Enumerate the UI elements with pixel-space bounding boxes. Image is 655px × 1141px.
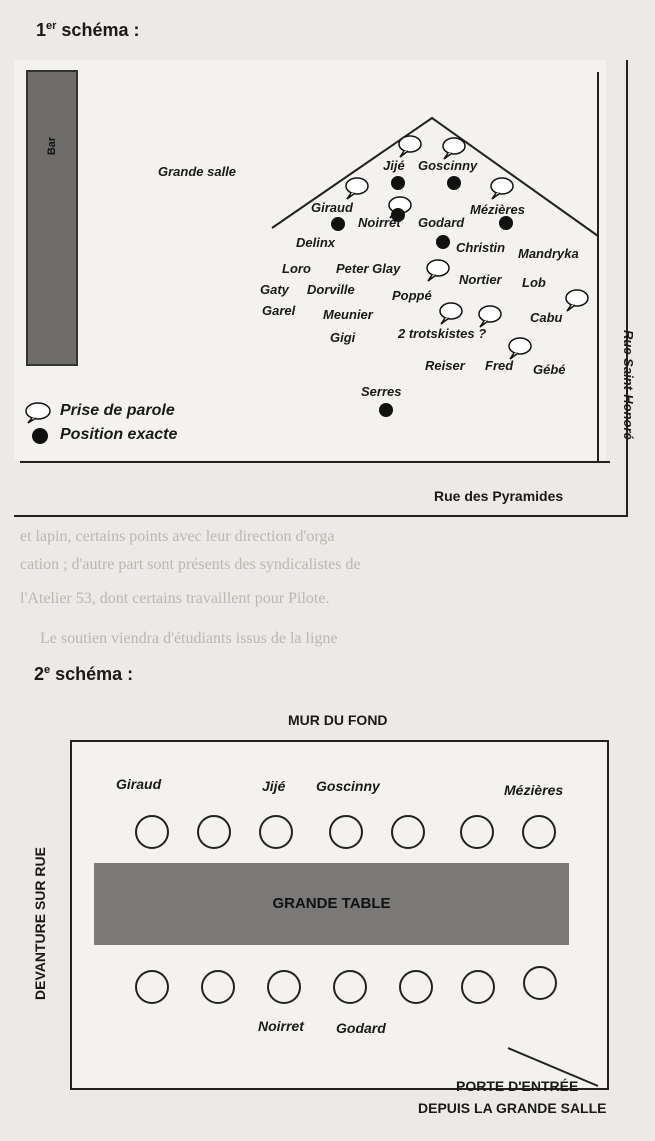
speech-bubble-icon [443, 138, 465, 159]
grande-salle-label: Grande salle [158, 164, 237, 179]
position-dot-goscinny [447, 176, 461, 190]
position-dot-mezieres [499, 216, 513, 230]
seat [329, 815, 363, 849]
speech-bubble-icon [440, 303, 462, 324]
speech-bubble-icon [346, 178, 368, 199]
name-godard: Godard [418, 215, 465, 230]
name-gebe: Gébé [533, 362, 566, 377]
seat-name-mezieres: Mézières [504, 782, 564, 798]
speech-bubble-icon [566, 290, 588, 311]
speech-bubble-icon [491, 178, 513, 199]
rue-saint-honore-label: Rue Saint-Honoré [621, 330, 636, 440]
name-loro: Loro [282, 261, 311, 276]
speech-bubble-icon [509, 338, 531, 359]
name-lob: Lob [522, 275, 546, 290]
name-mezieres: Mézières [470, 202, 525, 217]
name-trotskistes: 2 trotskistes ? [398, 326, 487, 341]
seat-name-goscinny: Goscinny [316, 778, 380, 794]
porte-label-line1: PORTE D'ENTRÉE [456, 1078, 579, 1094]
seat [461, 970, 495, 1004]
seat-name-noirret: Noirret [258, 1018, 304, 1034]
name-peter-glay: Peter Glay [336, 261, 401, 276]
speech-bubble-icon [399, 136, 421, 157]
grande-table [94, 863, 569, 945]
schema1-heading: 1er schéma : [36, 20, 140, 40]
legend-position-dot-icon [32, 428, 48, 444]
seat [135, 815, 169, 849]
legend-position-label: Position exacte [60, 426, 178, 443]
seat-name-jije: Jijé [262, 778, 286, 794]
name-poppe: Poppé [392, 288, 432, 303]
mur-du-fond-label: MUR DU FOND [288, 712, 388, 728]
devanture-label: DEVANTURE SUR RUE [32, 847, 48, 1000]
speech-bubble-icon [479, 306, 501, 327]
name-serres: Serres [361, 384, 402, 399]
position-dot-jije [391, 176, 405, 190]
seat [391, 815, 425, 849]
seat [522, 815, 556, 849]
name-gigi: Gigi [330, 330, 356, 345]
seat [135, 970, 169, 1004]
name-cabu: Cabu [530, 310, 563, 325]
name-meunier: Meunier [323, 307, 373, 322]
rue-des-pyramides-label: Rue des Pyramides [434, 488, 564, 504]
name-nortier: Nortier [459, 272, 502, 287]
name-goscinny: Goscinny [418, 158, 478, 173]
name-dorville: Dorville [307, 282, 355, 297]
name-garel: Garel [262, 303, 296, 318]
seat [399, 970, 433, 1004]
legend-speech-bubble-icon [24, 402, 54, 424]
seat [460, 815, 494, 849]
seat [197, 815, 231, 849]
seat [201, 970, 235, 1004]
seat [259, 815, 293, 849]
schema2-heading: 2e schéma : [34, 664, 134, 684]
position-dot-godard [436, 235, 450, 249]
bleed-text: l'Atelier 53, dont certains travaillent pour Pilote. [20, 590, 330, 607]
grande-table-label: GRANDE TABLE [272, 895, 391, 912]
name-christin: Christin [456, 240, 506, 255]
bleed-text: cation ; d'autre part sont présents des syndicalistes de [20, 556, 361, 573]
seat [523, 966, 557, 1000]
position-dot-serres [379, 403, 393, 417]
bar-label: Bar [46, 136, 58, 156]
name-reiser: Reiser [425, 358, 465, 373]
name-mandryka: Mandryka [518, 246, 579, 261]
position-dot-giraud [331, 217, 345, 231]
name-noirret: Noirret [358, 215, 401, 230]
seat-name-godard: Godard [336, 1020, 386, 1036]
name-jije: Jijé [383, 158, 405, 173]
speech-bubble-icon [427, 260, 449, 281]
name-giraud: Giraud [311, 200, 353, 215]
name-fred: Fred [485, 358, 514, 373]
porte-label-line2: DEPUIS LA GRANDE SALLE [418, 1100, 607, 1116]
legend-speech-label: Prise de parole [60, 402, 175, 419]
seat-name-giraud: Giraud [116, 776, 162, 792]
bleed-text: Le soutien viendra d'étudiants issus de la ligne [40, 630, 338, 647]
seat [267, 970, 301, 1004]
bleed-text: et lapin, certains points avec leur direction d'orga [20, 528, 335, 545]
name-gaty: Gaty [260, 282, 289, 297]
name-delinx: Delinx [296, 235, 336, 250]
seat [333, 970, 367, 1004]
